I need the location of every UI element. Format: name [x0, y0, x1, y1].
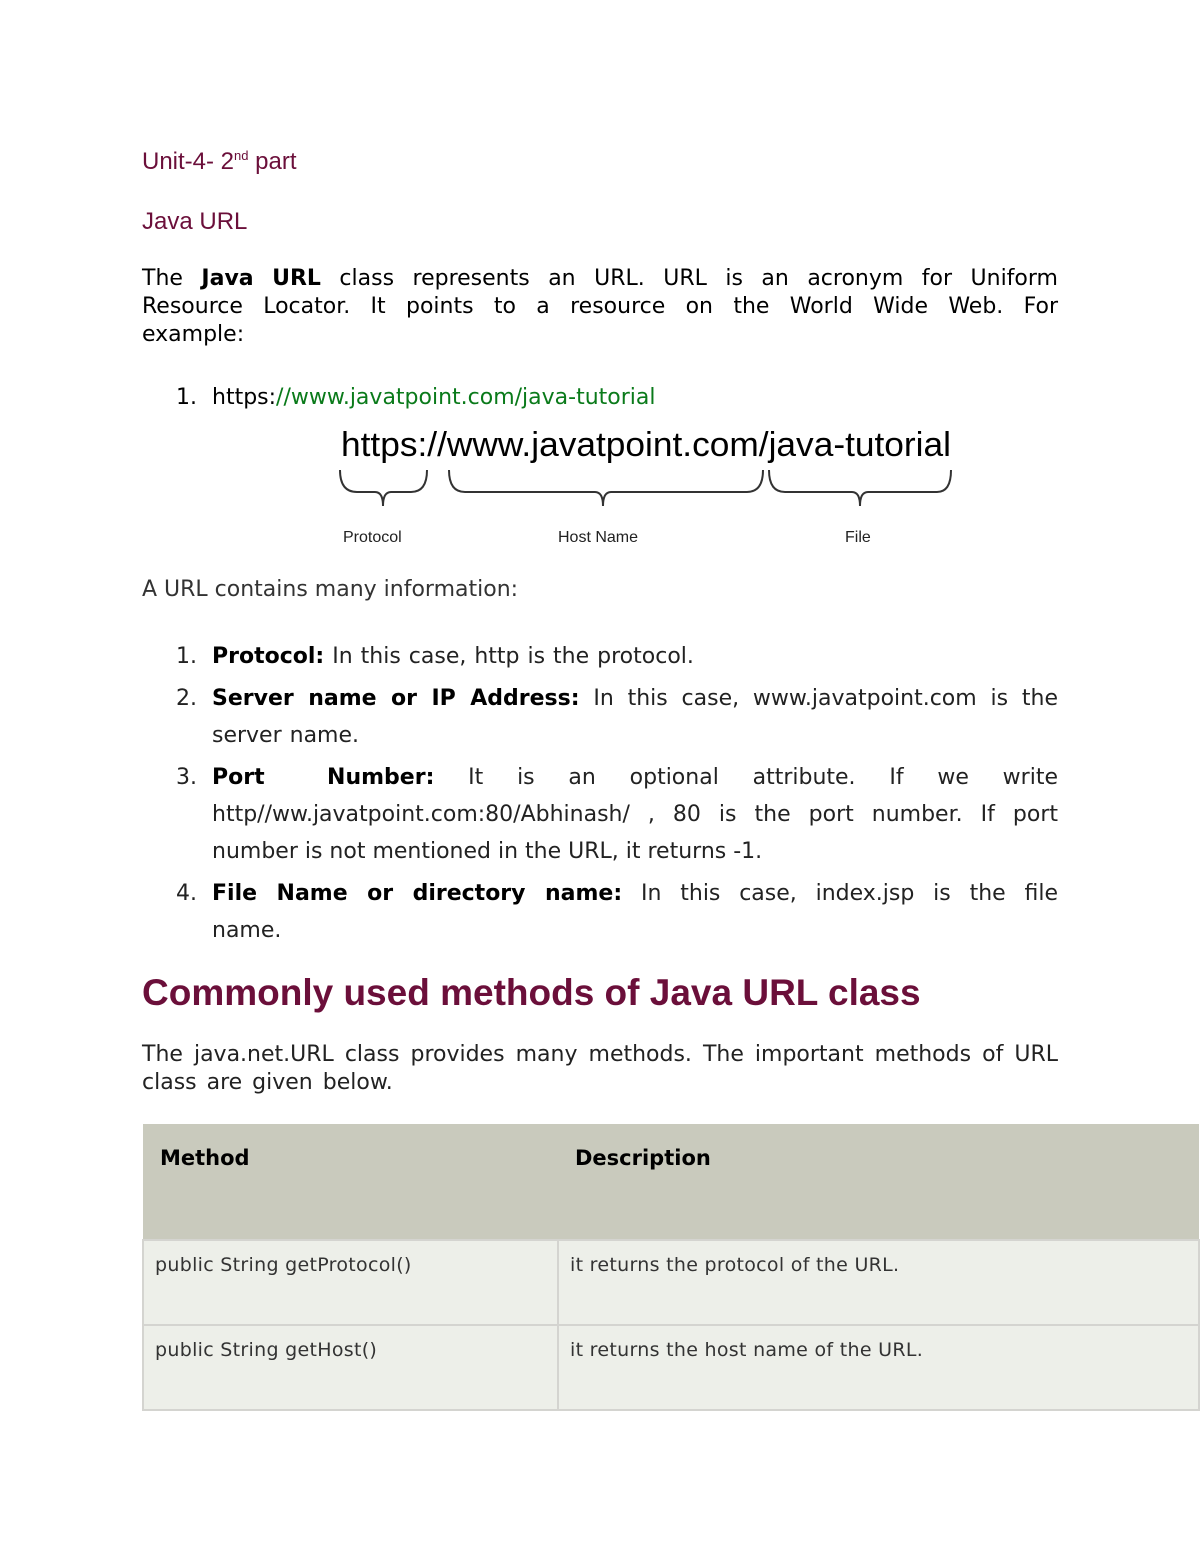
methods-heading: Commonly used methods of Java URL class	[142, 972, 921, 1013]
unit-title: Unit-4- 2nd part	[142, 148, 297, 175]
diagram-url-text: https://www.javatpoint.com/java-tutorial	[341, 426, 951, 464]
method-cell: public String getHost()	[143, 1325, 558, 1410]
hostname-label: Host Name	[558, 529, 639, 546]
description-cell: it returns the protocol of the URL.	[558, 1240, 1199, 1325]
contains-text: A URL contains many information:	[142, 577, 519, 602]
methods-intro: The java.net.URL class provides many methods. The important methods of URL class are given below.	[142, 1042, 1058, 1095]
section-subtitle: Java URL	[142, 208, 248, 235]
diagram-braces	[340, 470, 951, 506]
methods-table	[142, 1124, 1200, 1411]
header-method: Method	[143, 1124, 558, 1240]
list-item: 2. Server name or IP Address: In this case, www.javatpoint.com is the server name.	[176, 686, 1058, 748]
url-anatomy-diagram	[337, 420, 967, 555]
protocol-label: Protocol	[343, 529, 402, 546]
intro-paragraph: The Java URL class represents an URL. URL is an acronym for Uniform Resource Locator. It points to a resource on the World Wide Web. For example:	[142, 266, 1058, 347]
table-row	[143, 1325, 1199, 1410]
file-label: File	[845, 529, 871, 546]
file-brace	[769, 470, 951, 506]
table-header-row	[143, 1124, 1199, 1240]
example-list: 1. https://www.javatpoint.com/java-tutorial	[176, 385, 656, 410]
description-cell: it returns the host name of the URL.	[558, 1325, 1199, 1410]
list-item: 4. File Name or directory name: In this case, index.jsp is the file name.	[176, 881, 1059, 943]
list-item: 1. Protocol: In this case, http is the protocol.	[176, 644, 694, 669]
example-url-link[interactable]: //www.javatpoint.com/java-tutorial	[276, 385, 656, 410]
table-row	[143, 1240, 1199, 1325]
header-description: Description	[558, 1124, 1199, 1240]
protocol-brace	[340, 470, 427, 506]
hostname-brace	[449, 470, 763, 506]
info-list	[176, 638, 1058, 954]
list-item: 3. Port Number: It is an optional attribute. If we write http//ww.javatpoint.com:80/Abhinash/ , 80 is the port number. If port number is not mentioned in the URL, it returns -1.	[176, 765, 1058, 864]
method-cell: public String getProtocol()	[143, 1240, 558, 1325]
